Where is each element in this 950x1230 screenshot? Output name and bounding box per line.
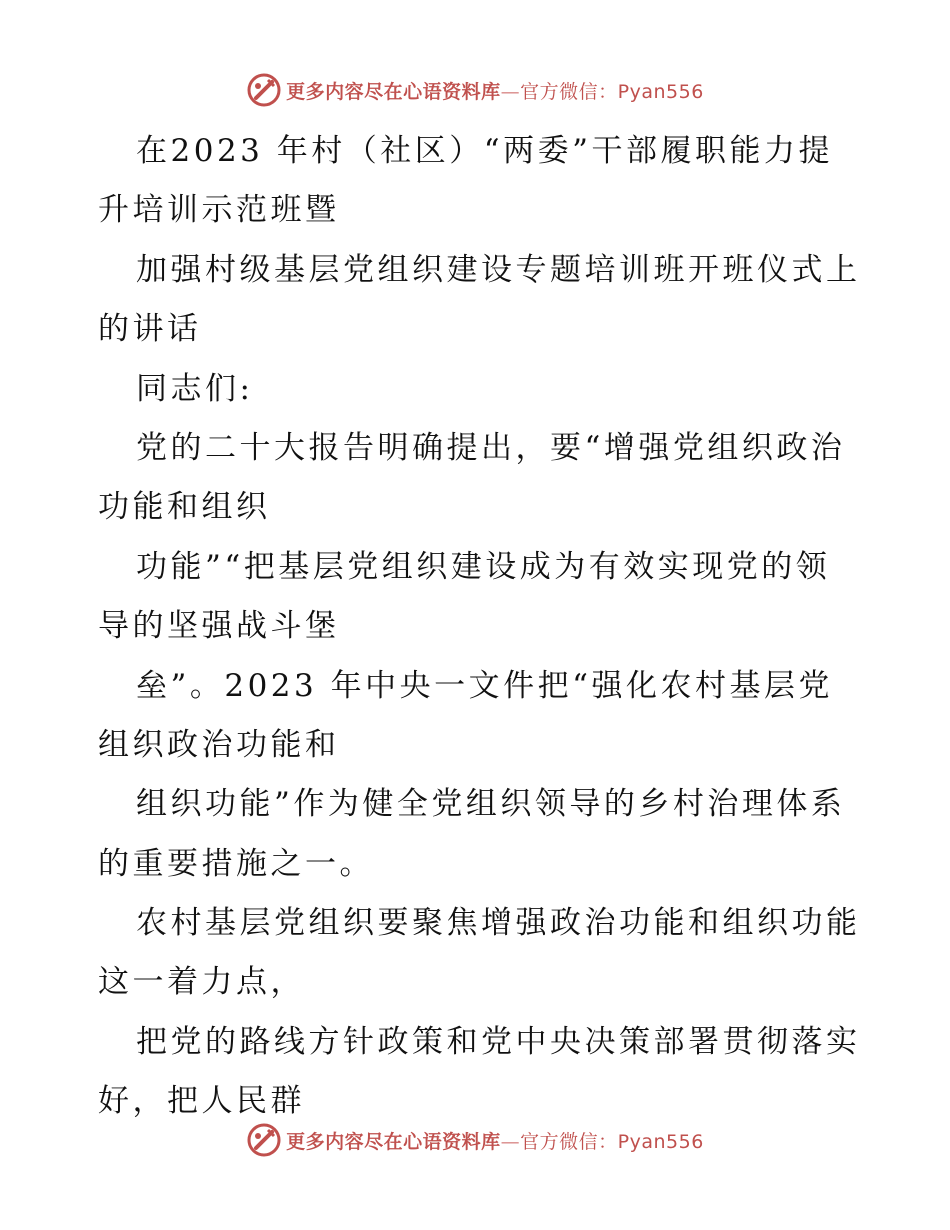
text-line: 组织功能”作为健全党组织领导的乡村治理体系 (136, 786, 846, 823)
text-line: 功能和组织 (98, 489, 271, 526)
text-line: 功能”“把基层党组织建设成为有效实现党的领 (136, 548, 831, 585)
text-line: 垒”。2023 年中央一文件把“强化农村基层党 (136, 667, 833, 704)
header-watermark (0, 70, 950, 110)
watermark-separator: — (500, 80, 521, 103)
watermark-separator: — (500, 1130, 521, 1153)
text-line: 这一着力点， (98, 964, 305, 1001)
watermark-wechat: 官方微信：Pyan556 (520, 80, 704, 103)
watermark-text: 更多内容尽在心语资料库 (286, 80, 501, 103)
text-line: 农村基层党组织要聚焦增强政治功能和组织功能 (136, 905, 861, 942)
text-line: 升培训示范班暨 (98, 192, 340, 229)
text-line: 好，把人民群 (98, 1083, 305, 1120)
text-line: 党的二十大报告明确提出，要“增强党组织政治 (136, 429, 846, 466)
document-body (98, 122, 861, 1132)
text-line: 把党的路线方针政策和党中央决策部署贯彻落实 (136, 1023, 861, 1060)
text-line: 的重要措施之一。 (98, 845, 374, 882)
watermark-text: 更多内容尽在心语资料库 (286, 1130, 501, 1153)
text-line: 组织政治功能和 (98, 726, 340, 763)
brand-logo-icon (246, 1122, 282, 1158)
brand-logo-icon (246, 72, 282, 108)
text-line: 加强村级基层党组织建设专题培训班开班仪式上 (136, 251, 861, 288)
footer-watermark (0, 1120, 950, 1160)
text-line: 在2023 年村（社区）“两委”干部履职能力提 (136, 133, 833, 169)
watermark-wechat: 官方微信：Pyan556 (520, 1130, 704, 1153)
text-line: 导的坚强战斗堡 (98, 608, 340, 645)
text-line: 同志们: (136, 370, 254, 407)
text-line: 的讲话 (98, 311, 202, 348)
